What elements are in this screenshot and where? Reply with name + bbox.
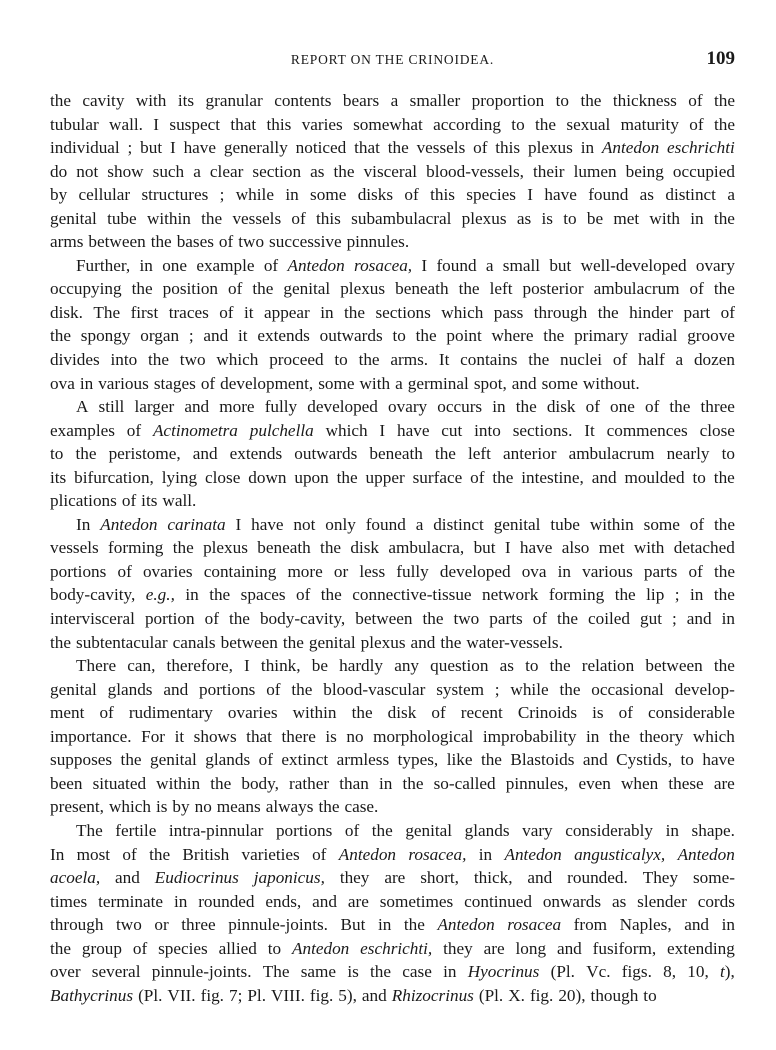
text-line: Further, in one example of Antedon rosacea, I found a small but well-developed ovary	[76, 255, 735, 275]
paragraph	[50, 89, 735, 254]
text-line: arms between the bases of two successive pinnules.	[50, 232, 410, 252]
text-line: ova in various stages of development, some with a germinal spot, and some without.	[50, 373, 640, 393]
text-line: the cavity with its granular contents bears a smaller proportion to the thickness of the	[50, 91, 735, 110]
text-line: The fertile intra-pinnular portions of the genital glands vary considerably in shape.	[76, 820, 735, 840]
text-line: intervisceral portion of the body-cavity, between the two parts of the coiled gut ; and in	[50, 609, 735, 629]
text-line: In most of the British varieties of Antedon rosacea, in Antedon angusticalyx, Antedon	[50, 844, 735, 864]
text-line: tubular wall. I suspect that this varies somewhat according to the sexual maturity of the	[50, 114, 735, 134]
body-text	[50, 89, 735, 1007]
text-line: the subtentacular canals between the genital plexus and the water-vessels.	[50, 632, 563, 652]
text-line: the group of species allied to Antedon eschrichti, they are long and fusiform, extending	[50, 938, 735, 958]
text-line: to the peristome, and extends outwards beneath the left anterior ambulacrum nearly to	[50, 444, 735, 464]
text-line: the spongy organ ; and it extends outwards to the point where the primary radial groove	[50, 326, 735, 346]
text-line: importance. For it shows that there is no morphological improbability in the theory which	[50, 726, 735, 746]
paragraph	[50, 395, 735, 513]
text-line: present, which is by no means always the case.	[50, 797, 379, 817]
text-line: ment of rudimentary ovaries within the disk of recent Crinoids is of considerable	[50, 703, 735, 723]
text-line: There can, therefore, I think, be hardly any question as to the relation between the	[76, 656, 735, 676]
text-line: genital tube within the vessels of this subambulacral plexus as is to be met with in the	[50, 208, 735, 228]
text-line: body-cavity, e.g., in the spaces of the connective-tissue network forming the lip ; in the	[50, 585, 735, 605]
text-line: Bathycrinus (Pl. VII. fig. 7; Pl. VIII. fig. 5), and Rhizocrinus (Pl. X. fig. 20), though to	[50, 985, 657, 1005]
text-line: disk. The first traces of it appear in the sections which pass through the hinder part of	[50, 302, 735, 322]
page-number: 109	[706, 48, 735, 69]
text-line: In Antedon carinata I have not only found a distinct genital tube within some of the	[76, 514, 735, 534]
paragraph	[50, 254, 735, 395]
text-line: genital glands and portions of the blood-vascular system ; while the occasional develop-	[50, 679, 735, 699]
text-line: divides into the two which proceed to the arms. It contains the nuclei of half a dozen	[50, 350, 735, 370]
paragraph	[50, 819, 735, 1007]
text-line: do not show such a clear section as the visceral blood-vessels, their lumen being occupied	[50, 161, 735, 181]
text-line: A still larger and more fully developed ovary occurs in the disk of one of the three	[76, 397, 735, 417]
text-line: its bifurcation, lying close down upon the upper surface of the intestine, and moulded to the	[50, 467, 735, 487]
text-line: occupying the position of the genital plexus beneath the left posterior ambulacrum of the	[50, 279, 735, 299]
text-line: supposes the genital glands of extinct armless types, like the Blastoids and Cystids, to have	[50, 750, 735, 770]
paragraph	[50, 513, 735, 654]
text-line: plications of its wall.	[50, 491, 197, 511]
text-line: vessels forming the plexus beneath the disk ambulacra, but I have also met with detached	[50, 538, 735, 558]
paragraph	[50, 654, 735, 819]
text-line: acoela, and Eudiocrinus japonicus, they are short, thick, and rounded. They some-	[50, 868, 735, 888]
text-line: times terminate in rounded ends, and are sometimes continued onwards as slender cords	[50, 891, 735, 911]
text-line: over several pinnule-joints. The same is the case in Hyocrinus (Pl. Vc. figs. 8, 10, t),	[50, 962, 735, 982]
text-line: individual ; but I have generally noticed that the vessels of this plexus in Antedon eschrichti	[50, 138, 735, 158]
text-line: by cellular structures ; while in some disks of this species I have found as distinct a	[50, 185, 735, 205]
text-line: portions of ovaries containing more or less fully developed ova in various parts of the	[50, 561, 735, 581]
text-line: examples of Actinometra pulchella which I have cut into sections. It commences close	[50, 420, 735, 440]
text-line: been situated within the body, rather than in the so-called pinnules, even when these are	[50, 773, 735, 793]
text-line: through two or three pinnule-joints. But in the Antedon rosacea from Naples, and in	[50, 915, 735, 935]
running-title: REPORT ON THE CRINOIDEA.	[290, 52, 495, 67]
page-header	[50, 46, 735, 70]
